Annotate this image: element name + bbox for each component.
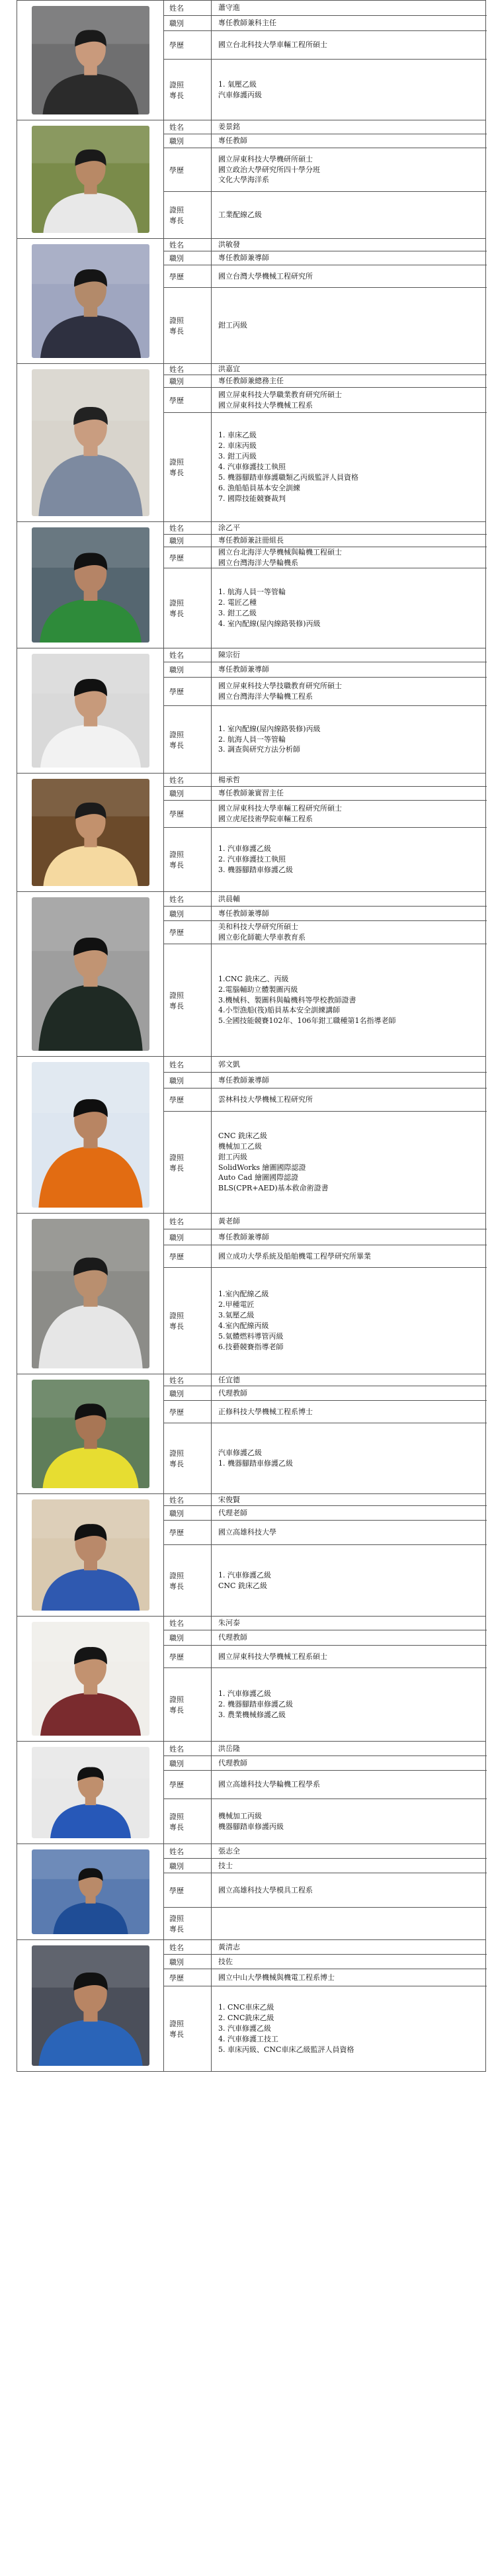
specialty-label: 專長 (169, 91, 184, 100)
license-label: 證照 (169, 1311, 184, 1320)
teacher-skills (212, 828, 487, 891)
teacher-education (212, 678, 487, 706)
skill-line: 汽車修護丙級 (218, 90, 262, 99)
license-specialty-label (164, 1112, 212, 1213)
title-label: 職別 (164, 1859, 212, 1873)
teacher-photo (32, 369, 149, 516)
education-line: 國立屏東科技大學技職教育研究所碩士 (218, 682, 342, 691)
skill-line: 2.甲種電匠 (218, 1300, 255, 1310)
education-label: 學歷 (164, 801, 212, 828)
name-label: 姓名 (164, 1742, 212, 1756)
teacher-photo (32, 654, 149, 768)
license-label: 證照 (169, 850, 184, 859)
teacher-title: 專任教師兼導師 (212, 251, 487, 265)
skill-line: 3. 調查與研究方法分析師 (218, 745, 300, 754)
teacher-name: 洪晨輔 (212, 892, 487, 907)
specialty-label: 專長 (169, 1822, 184, 1832)
title-label: 職別 (164, 134, 212, 148)
teacher-education (212, 1873, 487, 1908)
specialty-label: 專長 (169, 1163, 184, 1173)
skill-line: 2. 電匠乙種 (218, 598, 257, 607)
license-specialty-label (164, 288, 212, 363)
skill-line: CNC 銑床乙級 (218, 1581, 267, 1590)
education-line: 國立屏東科技大學職業教育研究所碩士 (218, 390, 342, 399)
teacher-photo (32, 1747, 149, 1838)
teacher-title: 代理教師 (212, 1756, 487, 1771)
photo-cell (17, 1214, 164, 1374)
skill-line: 6.技藝競賽指導老師 (218, 1342, 284, 1351)
teacher-skills (212, 1423, 487, 1493)
teacher-photo (32, 897, 149, 1051)
education-label: 學歷 (164, 1873, 212, 1908)
teacher-photo (32, 1849, 149, 1934)
skill-line: 機器腳踏車修護丙級 (218, 1822, 284, 1831)
teacher-entry (17, 892, 486, 1057)
teacher-name: 郭文凱 (212, 1057, 487, 1073)
title-label: 職別 (164, 16, 212, 31)
education-line: 國立台灣海洋大學輪機系 (218, 558, 298, 567)
skill-line: 1. CNC車床乙級 (218, 2003, 274, 2012)
license-specialty-label (164, 60, 212, 120)
education-label: 學歷 (164, 31, 212, 60)
education-line: 國立成功大學系統及船舶機電工程學研究所畢業 (218, 1251, 371, 1261)
skill-line: SolidWorks 繪圖國際認證 (218, 1163, 306, 1172)
skill-line: 5.全國技能競賽102年、106年鉗工職種第1名指導老師 (218, 1016, 396, 1026)
license-specialty-label (164, 706, 212, 773)
education-line: 國立中山大學機械與機電工程系博士 (218, 1973, 335, 1982)
teacher-skills (212, 1908, 487, 1939)
skill-line: 4. 汽車修護工技工 (218, 2034, 278, 2043)
teacher-title: 專任教師兼導師 (212, 662, 487, 678)
teacher-title: 專任教師兼實習主任 (212, 787, 487, 801)
teacher-photo (32, 1219, 149, 1368)
specialty-label: 專長 (169, 740, 184, 750)
license-specialty-label (164, 1545, 212, 1616)
teacher-title: 技士 (212, 1859, 487, 1873)
teacher-name: 涂乙平 (212, 522, 487, 535)
teacher-roster (17, 0, 486, 2072)
license-specialty-label (164, 192, 212, 238)
skill-line: 鉗工丙級 (218, 321, 247, 330)
teacher-name: 楊承哲 (212, 774, 487, 787)
skill-line: 5.氣體燃料導管丙級 (218, 1331, 284, 1341)
name-label: 姓名 (164, 774, 212, 787)
skill-line: 1. 航海人員一等管輪 (218, 588, 286, 597)
skill-line: 工業配線乙級 (218, 210, 262, 220)
education-line: 雲林科技大學機械工程研究所 (218, 1095, 313, 1104)
skill-line: 5. 車床丙級、CNC車床乙級監評人員資格 (218, 2045, 354, 2054)
photo-cell (17, 1742, 164, 1843)
photo-cell (17, 522, 164, 648)
name-label: 姓名 (164, 1844, 212, 1859)
skill-line: Auto Cad 繪圖國際認證 (218, 1173, 299, 1182)
teacher-name: 洪敏發 (212, 239, 487, 251)
license-label: 證照 (169, 206, 184, 214)
education-line: 國立屏東科技大學機械工程系 (218, 400, 313, 410)
teacher-photo (32, 126, 149, 233)
teacher-title: 專任教師兼導師 (212, 1073, 487, 1088)
specialty-label: 專長 (169, 468, 184, 477)
skill-line: 6. 漁船船員基本安全訓練 (218, 483, 300, 492)
skill-line: CNC 銑床乙級 (218, 1131, 267, 1140)
teacher-title: 專任教師兼導師 (212, 907, 487, 921)
name-label: 姓名 (164, 239, 212, 251)
education-label: 學歷 (164, 547, 212, 568)
education-line: 國立屏東科技大學機械工程系碩士 (218, 1652, 327, 1661)
education-line: 國立政治大學研究所四十學分班 (218, 165, 320, 174)
teacher-entry (17, 1742, 486, 1844)
license-label: 證照 (169, 80, 184, 89)
license-specialty-label (164, 1799, 212, 1843)
skill-line: 1. 車床乙級 (218, 431, 257, 440)
title-label: 職別 (164, 662, 212, 678)
teacher-skills (212, 1799, 487, 1843)
skill-line: 機械加工乙級 (218, 1141, 262, 1151)
license-specialty-label (164, 944, 212, 1056)
teacher-name: 洪嘉宜 (212, 364, 487, 375)
skill-line: 2. 車床丙級 (218, 441, 257, 451)
license-specialty-label (164, 413, 212, 521)
teacher-title: 代理老師 (212, 1506, 487, 1521)
name-label: 姓名 (164, 120, 212, 134)
name-label: 姓名 (164, 522, 212, 535)
license-label: 證照 (169, 1571, 184, 1580)
skill-line: 1.CNC 銑床乙、丙級 (218, 974, 289, 983)
teacher-photo (32, 6, 149, 114)
name-label: 姓名 (164, 364, 212, 375)
specialty-label: 專長 (169, 1925, 184, 1933)
name-label: 姓名 (164, 1057, 212, 1073)
skill-line: BLS(CPR+AED)基本救命術證書 (218, 1184, 329, 1193)
teacher-title: 專任教師 (212, 134, 487, 148)
teacher-photo (32, 779, 149, 886)
name-label: 姓名 (164, 1, 212, 16)
license-label: 證照 (169, 1695, 184, 1704)
license-specialty-label (164, 1908, 212, 1939)
teacher-name: 黃清志 (212, 1940, 487, 1955)
title-label: 職別 (164, 251, 212, 265)
education-label: 學歷 (164, 148, 212, 192)
education-line: 國立台灣大學機械工程研究所 (218, 271, 313, 281)
education-line: 國立高雄科技大學模具工程系 (218, 1885, 313, 1894)
license-specialty-label (164, 1668, 212, 1741)
name-label: 姓名 (164, 1494, 212, 1506)
skill-line: 鉗工丙級 (218, 1152, 247, 1161)
teacher-education (212, 1771, 487, 1799)
teacher-title: 技佐 (212, 1955, 487, 1969)
teacher-entry (17, 0, 486, 120)
specialty-label: 專長 (169, 2030, 184, 2039)
teacher-entry (17, 364, 486, 522)
skill-line: 3.氣壓乙級 (218, 1311, 255, 1320)
education-line: 國立虎尾技術學院車輛工程系 (218, 815, 313, 823)
skill-line: 2. CNC銑床乙級 (218, 2014, 274, 2023)
teacher-entry (17, 1494, 486, 1617)
photo-cell (17, 892, 164, 1056)
license-label: 證照 (169, 2020, 184, 2028)
license-specialty-label (164, 1986, 212, 2071)
education-line: 美和科技大學研究所碩士 (218, 922, 298, 932)
education-label: 學歷 (164, 265, 212, 288)
specialty-label: 專長 (169, 216, 184, 225)
teacher-photo (32, 1062, 149, 1208)
photo-cell (17, 1617, 164, 1741)
name-label: 姓名 (164, 1374, 212, 1386)
teacher-education (212, 265, 487, 288)
education-line: 國立高雄科技大學輪機工程學系 (218, 1780, 320, 1789)
license-label: 證照 (169, 316, 184, 325)
skill-line: 1. 汽車修護乙級 (218, 844, 271, 854)
license-label: 證照 (169, 730, 184, 739)
education-line: 國立台灣海洋大學輪機工程系 (218, 692, 313, 701)
education-label: 學歷 (164, 1245, 212, 1268)
teacher-name: 任宜德 (212, 1374, 487, 1386)
teacher-skills (212, 60, 487, 120)
specialty-label: 專長 (169, 1322, 184, 1331)
teacher-skills (212, 944, 487, 1056)
photo-cell (17, 648, 164, 773)
education-line: 國立彰化師範大學車教育系 (218, 933, 306, 942)
teacher-entry (17, 1214, 486, 1374)
teacher-education (212, 1521, 487, 1545)
teacher-education (212, 1088, 487, 1112)
teacher-entry (17, 239, 486, 364)
teacher-education (212, 31, 487, 60)
photo-cell (17, 1940, 164, 2071)
teacher-skills (212, 1112, 487, 1213)
name-label: 姓名 (164, 892, 212, 907)
education-label: 學歷 (164, 678, 212, 706)
teacher-name: 宋俊賢 (212, 1494, 487, 1506)
photo-cell (17, 120, 164, 238)
skill-line: 2. 航海人員一等管輪 (218, 734, 286, 744)
title-label: 職別 (164, 1955, 212, 1969)
teacher-photo (32, 1945, 149, 2066)
name-label: 姓名 (164, 648, 212, 662)
specialty-label: 專長 (169, 1581, 184, 1591)
license-specialty-label (164, 828, 212, 891)
teacher-entry (17, 1844, 486, 1940)
teacher-skills (212, 413, 487, 521)
title-label: 職別 (164, 1756, 212, 1771)
teacher-education (212, 1969, 487, 1986)
title-label: 職別 (164, 1386, 212, 1401)
education-label: 學歷 (164, 1088, 212, 1112)
skill-line: 4.室內配線丙級 (218, 1321, 269, 1330)
license-specialty-label (164, 1268, 212, 1374)
teacher-education (212, 801, 487, 828)
teacher-title: 專任教師兼導師 (212, 1229, 487, 1245)
teacher-education (212, 547, 487, 568)
teacher-skills (212, 1986, 487, 2071)
teacher-skills (212, 1268, 487, 1374)
teacher-skills (212, 288, 487, 363)
education-line: 國立台北海洋大學機械與輪機工程碩士 (218, 547, 342, 556)
education-label: 學歷 (164, 1521, 212, 1545)
skill-line: 3. 汽車修護乙級 (218, 2024, 271, 2033)
skill-line: 機械加工丙級 (218, 1811, 262, 1820)
teacher-title: 專任教師兼註冊組長 (212, 535, 487, 547)
teacher-name: 姜景銘 (212, 120, 487, 134)
skill-line: 汽車修護乙級 (218, 1448, 262, 1458)
specialty-label: 專長 (169, 1706, 184, 1714)
license-label: 證照 (169, 1153, 184, 1162)
specialty-label: 專長 (169, 861, 184, 869)
skill-line: 1. 氣壓乙級 (218, 79, 257, 89)
name-label: 姓名 (164, 1617, 212, 1630)
title-label: 職別 (164, 535, 212, 547)
specialty-label: 專長 (169, 609, 184, 618)
title-label: 職別 (164, 907, 212, 921)
education-line: 正修科技大學機械工程系博士 (218, 1407, 313, 1416)
teacher-title: 代理教師 (212, 1630, 487, 1646)
title-label: 職別 (164, 1229, 212, 1245)
teacher-entry (17, 522, 486, 648)
skill-line: 2.電腦輔助立體製圖丙級 (218, 985, 298, 994)
teacher-skills (212, 568, 487, 648)
photo-cell (17, 1494, 164, 1616)
name-label: 姓名 (164, 1940, 212, 1955)
specialty-label: 專長 (169, 1001, 184, 1010)
education-line: 國立屏東科技大學機研所碩士 (218, 154, 313, 163)
title-label: 職別 (164, 1073, 212, 1088)
license-label: 證照 (169, 458, 184, 466)
teacher-education (212, 1245, 487, 1268)
photo-cell (17, 239, 164, 363)
license-label: 證照 (169, 599, 184, 607)
teacher-photo (32, 1499, 149, 1611)
teacher-entry (17, 1057, 486, 1214)
teacher-entry (17, 774, 486, 892)
education-label: 學歷 (164, 1771, 212, 1799)
teacher-entry (17, 1617, 486, 1742)
specialty-label: 專長 (169, 327, 184, 335)
teacher-education (212, 1401, 487, 1423)
license-label: 證照 (169, 991, 184, 1000)
education-line: 文化大學海洋系 (218, 175, 269, 185)
teacher-name: 黃老師 (212, 1214, 487, 1229)
education-label: 學歷 (164, 1969, 212, 1986)
skill-line: 1. 汽車修護乙級 (218, 1570, 271, 1579)
skill-line: 3. 鉗工乙級 (218, 609, 257, 617)
photo-cell (17, 1, 164, 120)
skill-line: 1.室內配線乙級 (218, 1290, 269, 1299)
teacher-name: 洪岳隆 (212, 1742, 487, 1756)
skill-line: 4.小型漁船(筏)船員基本安全訓練講師 (218, 1006, 341, 1015)
skill-line: 3. 鉗工丙級 (218, 452, 257, 461)
skill-line: 3.機械科、製圖科與輪機科等學校教師證書 (218, 995, 356, 1004)
teacher-education (212, 921, 487, 944)
teacher-name: 朱河泰 (212, 1617, 487, 1630)
teacher-name: 陳宗衍 (212, 648, 487, 662)
teacher-photo (32, 1380, 149, 1488)
education-label: 學歷 (164, 388, 212, 413)
license-specialty-label (164, 1423, 212, 1493)
specialty-label: 專長 (169, 1460, 184, 1468)
name-label: 姓名 (164, 1214, 212, 1229)
photo-cell (17, 1057, 164, 1213)
skill-line: 5. 機器腳踏車修護職類乙丙級監評人員資格 (218, 472, 358, 482)
teacher-title: 專任教師兼總務主任 (212, 375, 487, 388)
skill-line: 7. 國際技能競賽裁判 (218, 494, 286, 503)
skill-line: 1. 室內配線(屋內線路裝修)丙級 (218, 724, 321, 733)
title-label: 職別 (164, 375, 212, 388)
teacher-education (212, 1646, 487, 1668)
skill-line: 4. 汽車修護技工執照 (218, 463, 286, 472)
education-label: 學歷 (164, 921, 212, 944)
teacher-entry (17, 648, 486, 774)
title-label: 職別 (164, 1506, 212, 1521)
skill-line: 3. 機器腳踏車修護乙級 (218, 865, 293, 874)
photo-cell (17, 1844, 164, 1939)
skill-line: 1. 機器腳踏車修護乙級 (218, 1459, 293, 1468)
skill-line: 4. 室內配線(屋內線路裝修)丙級 (218, 619, 321, 628)
teacher-name: 蕭守進 (212, 1, 487, 16)
skill-line: 2. 汽車修護技工執照 (218, 855, 286, 864)
teacher-entry (17, 1940, 486, 2072)
education-label: 學歷 (164, 1646, 212, 1668)
skill-line: 3. 農業機械修護乙級 (218, 1710, 286, 1719)
license-label: 證照 (169, 1449, 184, 1458)
teacher-photo (32, 1622, 149, 1736)
skill-line: 2. 機器腳踏車修護乙級 (218, 1700, 293, 1709)
photo-cell (17, 774, 164, 891)
teacher-education (212, 148, 487, 192)
teacher-entry (17, 120, 486, 239)
education-line: 國立高雄科技大學 (218, 1528, 276, 1537)
teacher-entry (17, 1374, 486, 1494)
photo-cell (17, 1374, 164, 1493)
license-label: 證照 (169, 1914, 184, 1923)
teacher-education (212, 388, 487, 413)
teacher-skills (212, 706, 487, 773)
teacher-name: 張志全 (212, 1844, 487, 1859)
teacher-title: 代理教師 (212, 1386, 487, 1401)
teacher-photo (32, 527, 149, 643)
education-line: 國立屏東科技大學車輛工程研究所碩士 (218, 804, 342, 813)
title-label: 職別 (164, 1630, 212, 1646)
teacher-skills (212, 1668, 487, 1741)
skill-line: 1. 汽車修護乙級 (218, 1689, 271, 1699)
title-label: 職別 (164, 787, 212, 801)
teacher-title: 專任教師兼科主任 (212, 16, 487, 31)
education-line: 國立台北科技大學車輛工程所碩士 (218, 40, 327, 50)
license-label: 證照 (169, 1812, 184, 1821)
education-label: 學歷 (164, 1401, 212, 1423)
teacher-skills (212, 1545, 487, 1616)
teacher-skills (212, 192, 487, 238)
license-specialty-label (164, 568, 212, 648)
photo-cell (17, 364, 164, 521)
teacher-photo (32, 244, 149, 358)
